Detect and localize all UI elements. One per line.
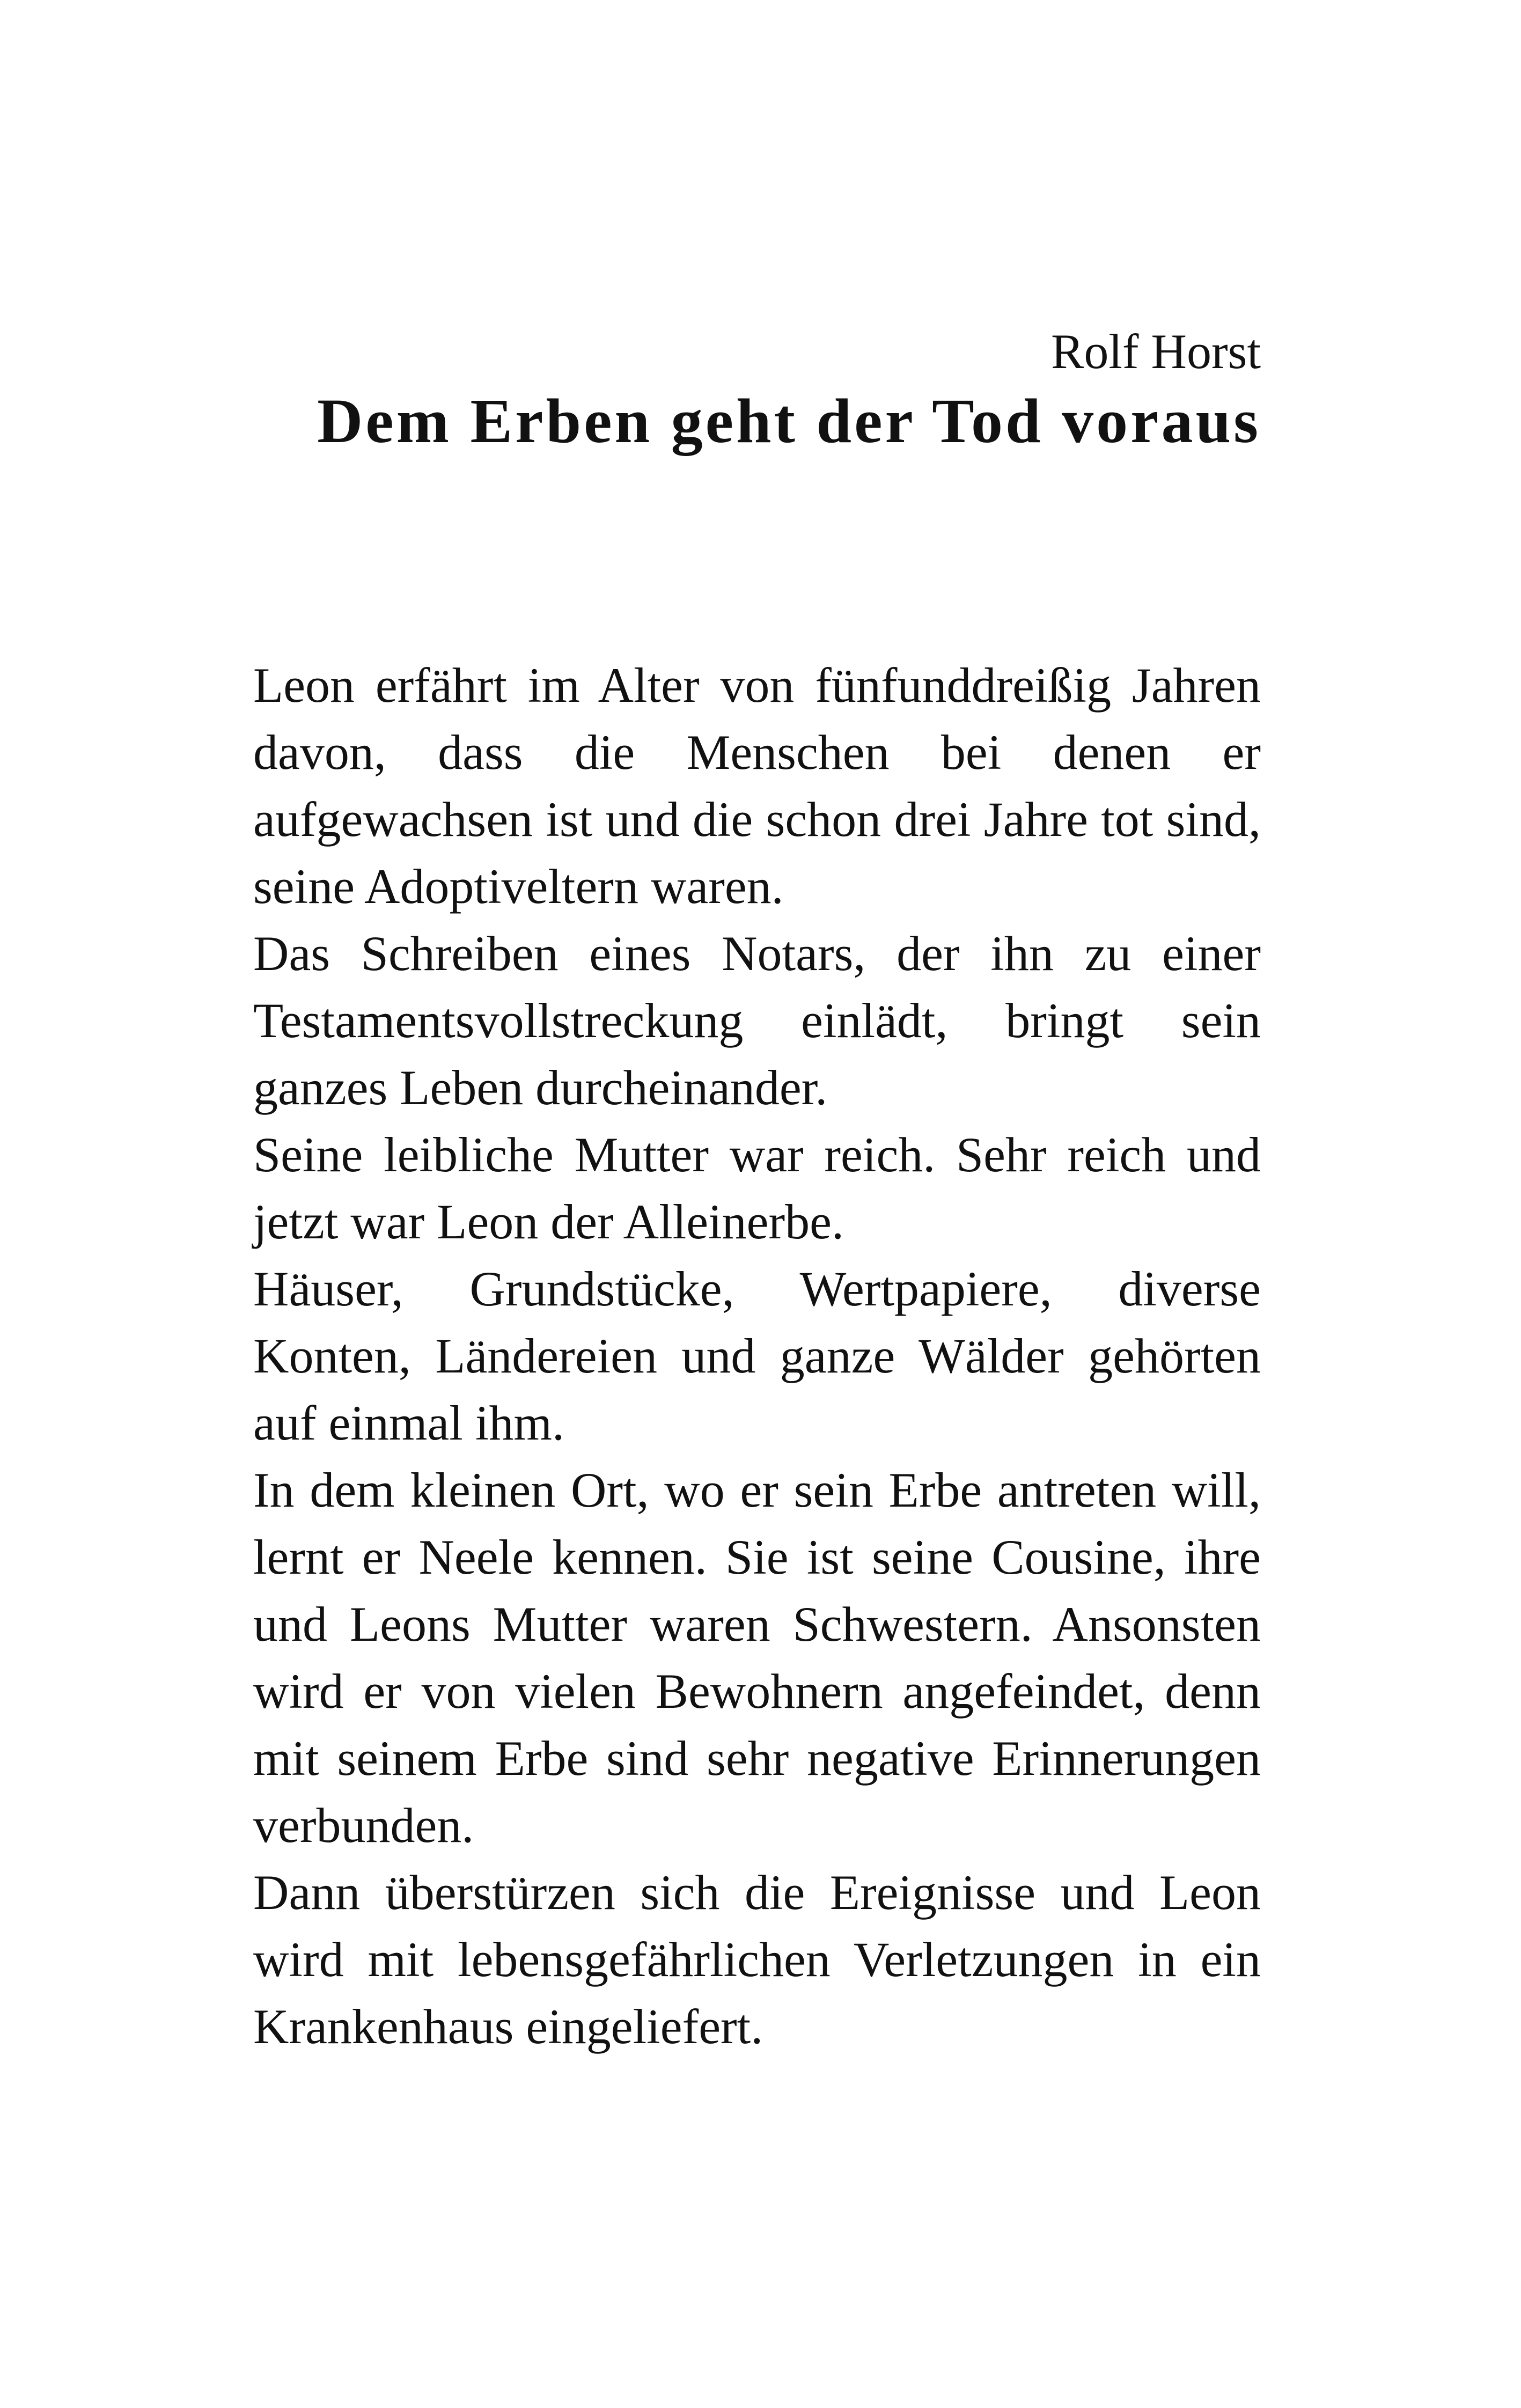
blurb-paragraph: Seine leibliche Mutter war reich. Sehr reich und jetzt war Leon der Alleinerbe.: [253, 1127, 1261, 1249]
blurb-paragraph: In dem kleinen Ort, wo er sein Erbe antreten will, lernt er Neele kennen. Sie ist seine Cousine, ihre und Leons Mutter waren Schwestern. Ansonsten wird er von vielen Bewohnern angefeindet, denn mit seinem Erbe sind sehr negative Erinnerungen verbunden.: [253, 1463, 1261, 1853]
author-name: Rolf Horst: [1051, 324, 1261, 379]
book-title: Dem Erben geht der Tod voraus: [317, 386, 1261, 456]
blurb-paragraph: Häuser, Grundstücke, Wertpapiere, diverse Konten, Ländereien und ganze Wälder gehörten auf einmal ihm.: [253, 1261, 1261, 1450]
blurb-paragraph: Das Schreiben eines Notars, der ihn zu einer Testamentsvollstreckung einlädt, bringt sein ganzes Leben durcheinander.: [253, 926, 1261, 1115]
book-blurb: [253, 652, 1261, 2060]
blurb-paragraph: Leon erfährt im Alter von fünfunddreißig Jahren davon, dass die Menschen bei denen er aufgewachsen ist und die schon drei Jahre tot sind, seine Adoptiveltern waren.: [253, 658, 1261, 914]
blurb-paragraph: Dann überstürzen sich die Ereignisse und Leon wird mit lebensgefährlichen Verletzungen in ein Krankenhaus eingeliefert.: [253, 1865, 1261, 2054]
